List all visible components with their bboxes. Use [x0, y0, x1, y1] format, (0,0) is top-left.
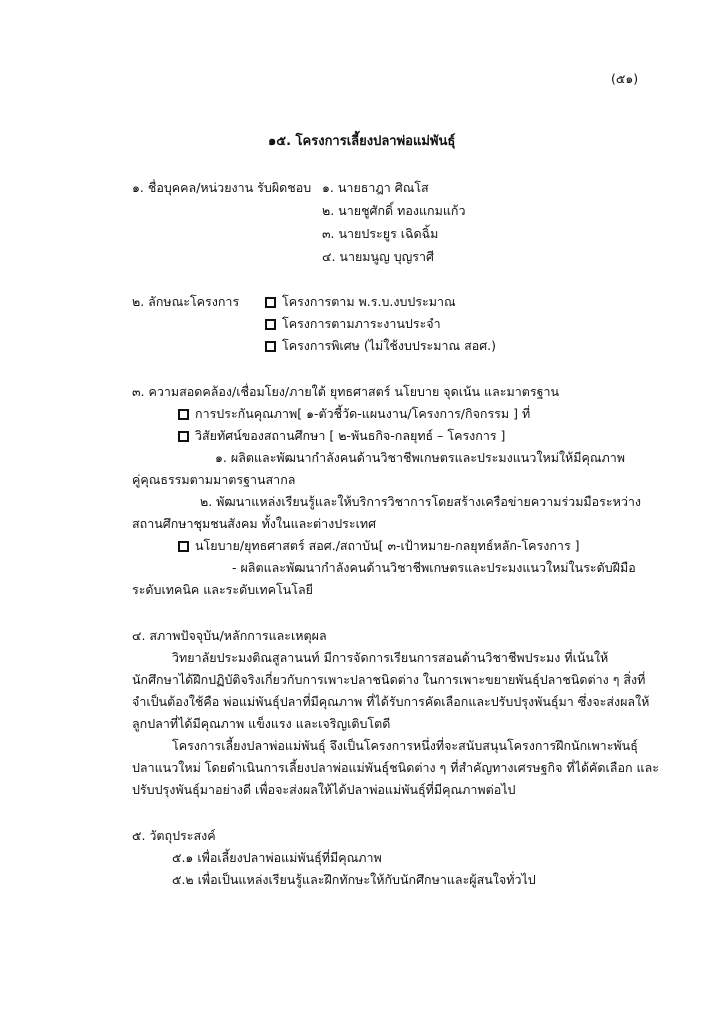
section-5-heading: ๕. วัตถุประสงค์	[132, 828, 216, 843]
checkbox-icon[interactable]	[178, 409, 189, 420]
page-number: (๕๑)	[611, 71, 639, 86]
rationale-p2-line-1: โครงการเลี้ยงปลาพ่อแม่พันธุ์ จึงเป็นโครงการหนึ่งที่จะสนับสนุนโครงการฝึกนักเพาะพันธุ์	[172, 738, 638, 753]
option-label: โครงการตามภาระงานประจำ	[282, 316, 441, 331]
option-label: โครงการตาม พ.ร.บ.งบประมาณ	[282, 294, 456, 309]
rationale-p1-line-2: นักศึกษาได้ฝึกปฏิบัติจริงเกี่ยวกับการเพาะปลาชนิดต่าง ในการเพาะขยายพันธุ์ปลาชนิดต่าง ๆ สิ่งที่	[132, 672, 646, 687]
option-label: การประกันคุณภาพ[ ๑-ตัวชี้วัด-แผนงาน/โครงการ/กิจกรรม ] ที่	[195, 406, 531, 421]
rationale-p2-line-3: ปรับปรุงพันธุ์มาอย่างดี เพื่อจะส่งผลให้ได้ปลาพ่อแม่พันธุ์ที่มีคุณภาพต่อไป	[132, 782, 516, 797]
vision-item-2-line-1: ๒. พัฒนาแหล่งเรียนรู้และให้บริการวิชาการโดยสร้างเครือข่ายความร่วมมือระหว่าง	[200, 494, 641, 509]
vision-option[interactable]	[178, 428, 505, 444]
responsible-person-1: ๑. นายธาฎา ศิณโส	[322, 180, 429, 195]
document-title: ๑๕. โครงการเลี้ยงปลาพ่อแม่พันธุ์	[268, 134, 456, 149]
checkbox-icon[interactable]	[265, 319, 276, 330]
rationale-p1-line-3: จำเป็นต้องใช้คือ พ่อแม่พันธุ์ปลาที่มีคุณภาพ ที่ได้รับการคัดเลือกและปรับปรุงพันธุ์มา ซึ่งจะส่งผลให้	[132, 694, 650, 709]
option-label: นโยบาย/ยุทธศาสตร์ สอศ./สถาบัน[ ๓-เป้าหมาย-กลยุทธ์หลัก-โครงการ ]	[195, 538, 580, 553]
responsible-person-3: ๓. นายประยูร เฉิดฉิ้ม	[322, 226, 439, 241]
section-3-heading: ๓. ความสอดคล้อง/เชื่อมโยง/ภายใต้ ยุทธศาสตร์ นโยบาย จุดเน้น และมาตรฐาน	[132, 384, 560, 399]
vision-item-1-line-1: ๑. ผลิตและพัฒนากำลังคนด้านวิชาชีพเกษตรและประมงแนวใหม่ให้มีคุณภาพ	[215, 450, 625, 465]
option-label: วิสัยทัศน์ของสถานศึกษา [ ๒-พันธกิจ-กลยุทธ์ – โครงการ ]	[195, 428, 506, 443]
responsible-person-2: ๒. นายชูศักดิ์ ทองแกมแก้ว	[322, 203, 466, 218]
objective-2: ๕.๒ เพื่อเป็นแหล่งเรียนรู้และฝึกทักษะให้กับนักศึกษาและผู้สนใจทั่วไป	[172, 872, 536, 887]
policy-item-line-1: - ผลิตและพัฒนากำลังคนด้านวิชาชีพเกษตรและประมงแนวใหม่ในระดับฝีมือ	[232, 560, 636, 575]
checkbox-icon[interactable]	[265, 341, 276, 352]
checkbox-icon[interactable]	[178, 431, 189, 442]
vision-item-2-line-2: สถานศึกษาชุมชนสังคม ทั้งในและต่างประเทศ	[132, 516, 377, 531]
rationale-p1-line-1: วิทยาลัยประมงติณสูลานนท์ มีการจัดการเรียนการสอนด้านวิชาชีพประมง ที่เน้นให้	[172, 650, 609, 665]
policy-item-line-2: ระดับเทคนิค และระดับเทคโนโลยี	[132, 582, 313, 597]
section-2-heading: ๒. ลักษณะโครงการ	[132, 294, 240, 309]
project-type-option-1[interactable]	[265, 294, 456, 310]
policy-option[interactable]	[178, 538, 580, 554]
rationale-p2-line-2: ปลาแนวใหม่ โดยดำเนินการเลี้ยงปลาพ่อแม่พันธุ์ชนิดต่าง ๆ ที่สำคัญทางเศรษฐกิจ ที่ได้คัดเลือก และ	[132, 760, 659, 775]
vision-item-1-line-2: คู่คุณธรรมตามมาตรฐานสากล	[132, 472, 296, 487]
responsible-person-4: ๔. นายมนูญ บุญราศี	[322, 249, 434, 264]
qa-option[interactable]	[178, 406, 530, 422]
section-4-heading: ๔. สภาพปัจจุบัน/หลักการและเหตุผล	[132, 628, 327, 643]
rationale-p1-line-4: ลูกปลาที่ได้มีคุณภาพ แข็งแรง และเจริญเติบโตดี	[132, 716, 391, 731]
objective-1: ๕.๑ เพื่อเลี้ยงปลาพ่อแม่พันธุ์ที่มีคุณภาพ	[172, 850, 382, 865]
checkbox-icon[interactable]	[178, 541, 189, 552]
section-1-heading: ๑. ชื่อบุคคล/หน่วยงาน รับผิดชอบ	[132, 180, 312, 195]
option-label: โครงการพิเศษ (ไม่ใช้งบประมาณ สอศ.)	[282, 338, 496, 353]
checkbox-icon[interactable]	[265, 297, 276, 308]
project-type-option-3[interactable]	[265, 338, 496, 354]
project-type-option-2[interactable]	[265, 316, 441, 332]
